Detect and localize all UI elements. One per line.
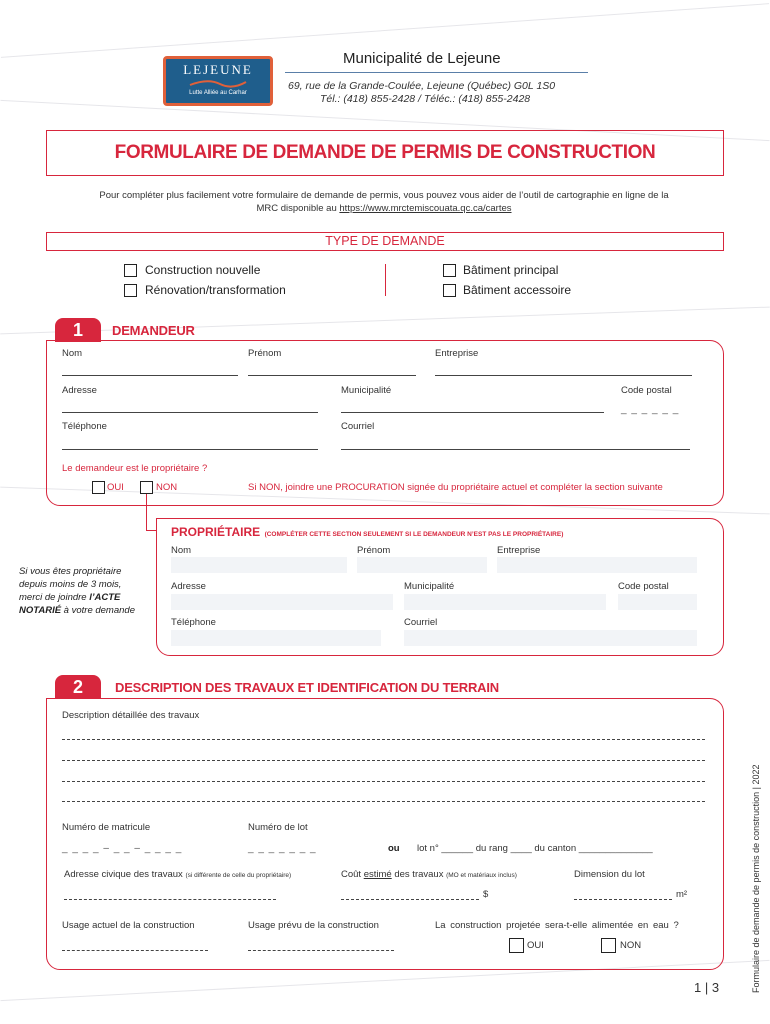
matricule-field[interactable]: _ _ _ _ – _ _ – _ _ _ _ [62,843,183,854]
s1-municipalite-field[interactable] [341,412,604,413]
page-title: FORMULAIRE DE DEMANDE DE PERMIS DE CONSTRUCTION [114,142,656,163]
checkbox-renovation[interactable] [124,284,137,297]
usage-actuel-field[interactable] [62,950,208,951]
type-demande-heading: TYPE DE DEMANDE [325,234,445,248]
label-renovation: Rénovation/transformation [145,283,286,297]
s1-nom-field[interactable] [62,375,238,376]
description-line-3[interactable] [62,781,705,782]
s1-entreprise-field[interactable] [435,375,692,376]
header-rule [285,72,588,73]
lot-alt-field[interactable]: lot n° ______ du rang ____ du canton ______________ [417,843,653,854]
description-line-1[interactable] [62,739,705,740]
label-construction-nouvelle: Construction nouvelle [145,263,261,277]
s1-prenom-field[interactable] [248,375,416,376]
ou-label: ou [388,843,400,854]
logo-swoosh-icon [188,78,248,88]
s1-courriel-field[interactable] [341,449,690,450]
logo-text: LEJEUNE [183,62,253,77]
adresse-civique-label: Adresse civique des travaux (si différente de celle du propriétaire) [64,869,292,880]
lot-field[interactable]: _ _ _ _ _ _ _ [248,843,317,854]
municipality-address: 69, rue de la Grande-Coulée, Lejeune (Québec) G0L 1S0 [288,80,556,92]
p-label-entreprise: Entreprise [497,545,541,556]
usage-prevu-field[interactable] [248,950,394,951]
label-batiment-accessoire: Bâtiment accessoire [463,283,572,297]
s1-label-nom: Nom [62,348,83,359]
checkbox-batiment-principal[interactable] [443,264,456,277]
dimension-field[interactable] [574,899,672,900]
label-eau-non: NON [620,940,642,951]
s1-label-municipalite: Municipalité [341,385,392,396]
s1-label-adresse: Adresse [62,385,97,396]
label-owner-oui: OUI [107,482,124,493]
p-label-nom: Nom [171,545,192,556]
checkbox-owner-non[interactable] [140,481,153,494]
s1-label-telephone: Téléphone [62,421,107,432]
section2-number: 2 [55,675,101,699]
s1-label-code-postal: Code postal [621,385,672,396]
description-line-4[interactable] [62,801,705,802]
s1-adresse-field[interactable] [62,412,318,413]
matricule-label: Numéro de matricule [62,822,151,833]
checkbox-eau-non[interactable] [601,938,616,953]
dollar-sign: $ [483,889,489,900]
description-label: Description détaillée des travaux [62,710,200,721]
cout-field[interactable] [341,899,479,900]
type-demande-bar [46,232,724,251]
s1-telephone-field[interactable] [62,449,318,450]
page-number: 1 | 3 [694,980,720,995]
cartography-link[interactable]: https://www.mrctemiscouata.qc.ca/cartes [339,203,512,214]
cout-label: Coût estimé des travaux (MO et matériaux inclus) [341,869,517,880]
p-label-adresse: Adresse [171,581,206,592]
s1-code-postal-field[interactable]: _ _ _ _ _ _ [621,404,680,415]
p-code-postal-field[interactable] [618,594,697,610]
side-note: Si vous êtes propriétaire depuis moins de 3 mois, merci de joindre l’ACTE NOTARIÉ à votre demande [19,566,135,616]
section1-title: DEMANDEUR [112,323,195,338]
proprietaire-subtitle: (COMPLÉTER CETTE SECTION SEULEMENT SI LE DEMANDEUR N’EST PAS LE PROPRIÉTAIRE) [264,531,564,538]
title-box [46,130,724,176]
p-label-municipalite: Municipalité [404,581,455,592]
si-non-note: Si NON, joindre une PROCURATION signée du propriétaire actuel et compléter la section suivante [248,482,663,493]
p-nom-field[interactable] [171,557,347,573]
description-line-2[interactable] [62,760,705,761]
checkbox-eau-oui[interactable] [509,938,524,953]
checkbox-owner-oui[interactable] [92,481,105,494]
proprietaire-heading [171,523,563,541]
p-telephone-field[interactable] [171,630,381,646]
p-adresse-field[interactable] [171,594,393,610]
logo-tagline: Lutte Alliée au Carhar [189,90,247,96]
checkbox-batiment-accessoire[interactable] [443,284,456,297]
lot-label: Numéro de lot [248,822,308,833]
p-label-courriel: Courriel [404,617,438,628]
p-courriel-field[interactable] [404,630,697,646]
p-municipalite-field[interactable] [404,594,606,610]
p-prenom-field[interactable] [357,557,487,573]
p-label-code-postal: Code postal [618,581,669,592]
side-footer: Formulaire de demande de permis de construction | 2022 [751,764,761,993]
type-divider [385,264,386,296]
usage-prevu-label: Usage prévu de la construction [248,920,379,931]
owner-question: Le demandeur est le propriétaire ? [62,463,208,474]
label-owner-non: NON [156,482,178,493]
municipality-name: Municipalité de Lejeune [343,50,501,67]
usage-actuel-label: Usage actuel de la construction [62,920,195,931]
p-label-telephone: Téléphone [171,617,216,628]
s1-label-entreprise: Entreprise [435,348,479,359]
m2-unit: m² [676,889,688,900]
dimension-label: Dimension du lot [574,869,645,880]
proprietaire-title: PROPRIÉTAIRE [171,525,261,539]
label-batiment-principal: Bâtiment principal [463,263,559,277]
intro-text: Pour compléter plus facilement votre formulaire de demande de permis, vous pouvez vous aider de l’outil de cartographie en ligne de la MRC disponible au https://www.mrctemiscouata.qc.ca/cartes [99,190,669,214]
s1-label-prenom: Prénom [248,348,282,359]
eau-question: La construction projetée sera-t-elle alimentée en eau ? [435,920,679,931]
s1-label-courriel: Courriel [341,421,375,432]
p-entreprise-field[interactable] [497,557,697,573]
section1-number: 1 [55,318,101,342]
checkbox-construction-nouvelle[interactable] [124,264,137,277]
label-eau-oui: OUI [527,940,544,951]
adresse-civique-field[interactable] [64,899,276,900]
logo [163,56,273,106]
section2-title: DESCRIPTION DES TRAVAUX ET IDENTIFICATION DU TERRAIN [115,680,499,695]
municipality-phone: Tél.: (418) 855-2428 / Téléc.: (418) 855-2428 [320,93,531,105]
p-label-prenom: Prénom [357,545,391,556]
